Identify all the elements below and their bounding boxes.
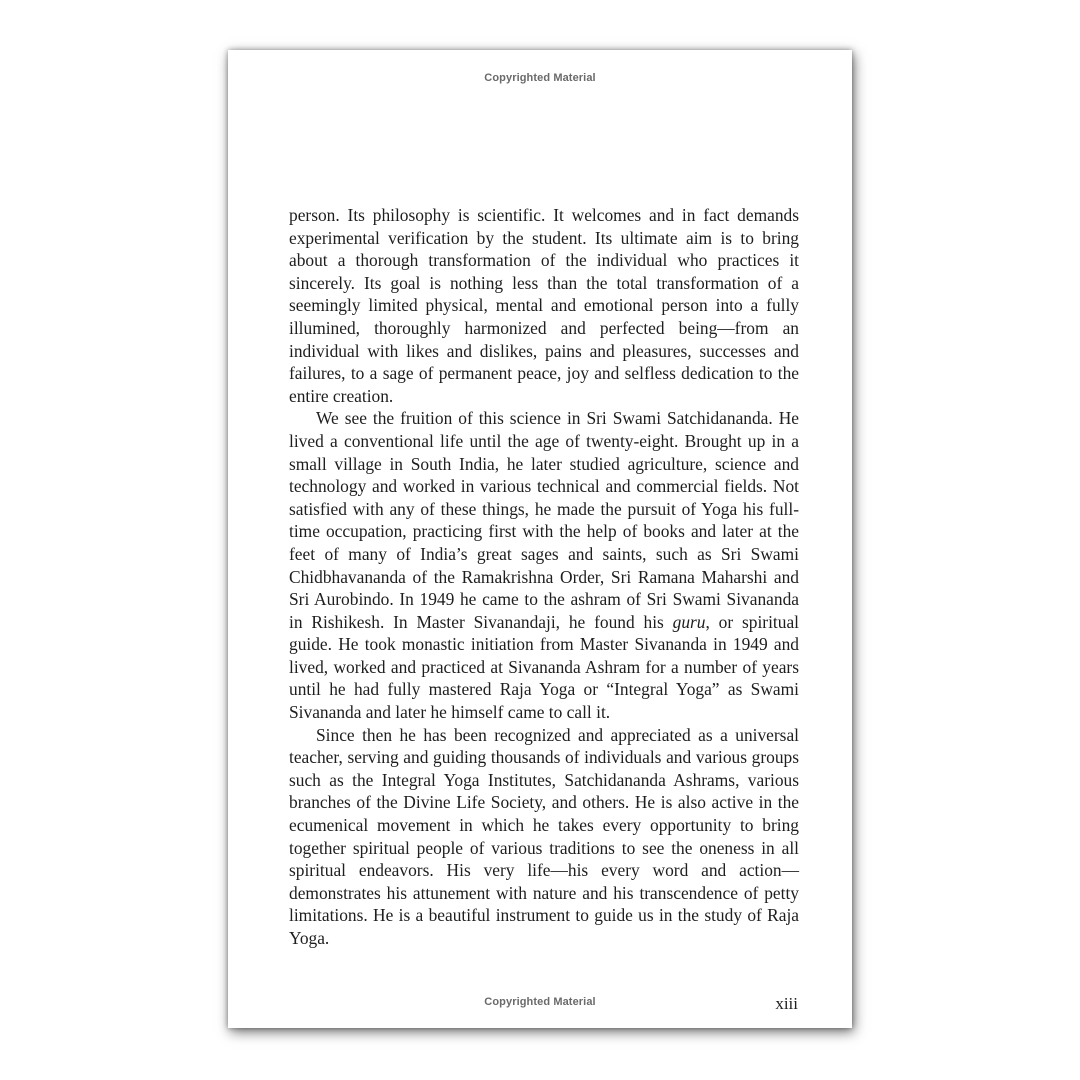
paragraph-2-text-before: We see the fruition of this science in Sri Swami Satchidananda. He lived a conventional life until the age of twenty-eight. Brought up in a small village in South India, he later studied agriculture, science and technology and worked in various technical and commercial fields. Not satisfied with any of these things, he made the pursuit of Yoga his full-time occupation, practicing first with the help of books and later at the feet of many of India’s great sages and saints, such as Sri Swami Chidbhavananda of the Ramakrishna Order, Sri Ramana Maharshi and Sri Aurobindo. In 1949 he came to the ashram of Sri Swami Sivananda in Rishikesh. In Master Sivanandaji, he found his: [289, 408, 799, 632]
paragraph-3: Since then he has been recognized and appreciated as a universal teacher, serving and guiding thousands of individuals and various groups such as the Integral Yoga Institutes, Satchidananda Ashrams, various branches of the Divine Life Society, and others. He is also active in the ecumenical movement in which he takes every opportunity to bring together spiritual people of various traditions to see the oneness in all spiritual endeavors. His very life—his every word and action—demonstrates his attunement with nature and his transcendence of petty limitations. He is a beautiful instrument to guide us in the study of Raja Yoga.: [289, 724, 799, 948]
guru-term: guru: [672, 611, 706, 632]
paragraph-2: [289, 407, 799, 723]
body-text: [289, 204, 799, 950]
page-number: xiii: [775, 994, 798, 1013]
paragraph-1: person. Its philosophy is scientific. It welcomes and in fact demands experimental verification by the student. Its ultimate aim is to bring about a thorough transformation of the individual who practices it sincerely. Its goal is nothing less than the total transformation of a seemingly limited physical, mental and emotional person into a fully illumined, thoroughly harmonized and perfected being—from an individual with likes and dislikes, pains and pleasures, successes and failures, to a sage of permanent peace, joy and selfless dedication to the entire creation.: [289, 205, 799, 406]
copyright-watermark-bottom: Copyrighted Material: [484, 996, 596, 1008]
copyright-watermark-top: Copyrighted Material: [484, 72, 596, 84]
paragraph-2-text-after: , or spiritual guide. He took monastic initiation from Master Sivananda in 1949 and lived, worked and practiced at Sivananda Ashram for a number of years until he had fully mastered Raja Yoga or “Integral Yoga” as Swami Sivananda and later he himself came to call it.: [289, 611, 799, 723]
book-page: [228, 50, 852, 1028]
